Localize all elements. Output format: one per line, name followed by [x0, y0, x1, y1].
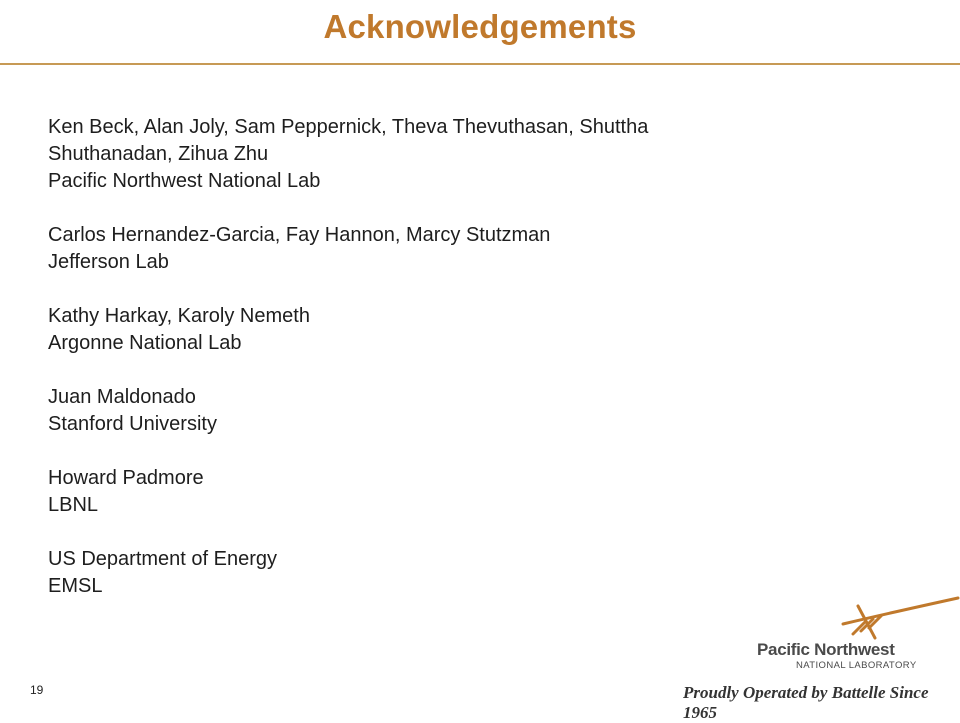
- pnnl-logo-icon: [755, 594, 960, 644]
- ack-affiliation: EMSL: [48, 575, 103, 597]
- ack-names: Kathy Harkay, Karoly Nemeth: [48, 305, 310, 327]
- ack-affiliation: Pacific Northwest National Lab: [48, 170, 321, 192]
- ack-group-lbnl: [48, 465, 808, 519]
- slide-title: Acknowledgements: [323, 8, 637, 45]
- ack-names: Howard Padmore: [48, 467, 204, 489]
- ack-group-stanford: [48, 384, 808, 438]
- ack-group-doe: [48, 546, 808, 600]
- ack-affiliation: LBNL: [48, 494, 99, 516]
- acknowledgements-list: [48, 114, 808, 627]
- ack-names: Carlos Hernandez-Garcia, Fay Hannon, Marcy Stutzman: [48, 224, 551, 246]
- ack-group-pnnl: [48, 114, 808, 195]
- ack-affiliation: Jefferson Lab: [48, 251, 169, 273]
- battelle-tagline: Proudly Operated by Battelle Since 1965: [683, 683, 929, 722]
- ack-affiliation: Stanford University: [48, 413, 217, 435]
- ack-names: Juan Maldonado: [48, 386, 196, 408]
- ack-affiliation: Argonne National Lab: [48, 332, 242, 354]
- page-number: 19: [30, 683, 44, 697]
- ack-group-jlab: [48, 222, 808, 276]
- ack-group-argonne: [48, 303, 808, 357]
- ack-names: Shuthanadan, Zihua Zhu: [48, 143, 269, 165]
- logo-name: Pacific Northwest: [757, 640, 895, 659]
- ack-names: US Department of Energy: [48, 548, 277, 570]
- logo-subtitle: NATIONAL LABORATORY: [796, 660, 917, 671]
- title-divider: [0, 63, 960, 65]
- ack-names: Ken Beck, Alan Joly, Sam Peppernick, Theva Thevuthasan, Shuttha: [48, 116, 649, 138]
